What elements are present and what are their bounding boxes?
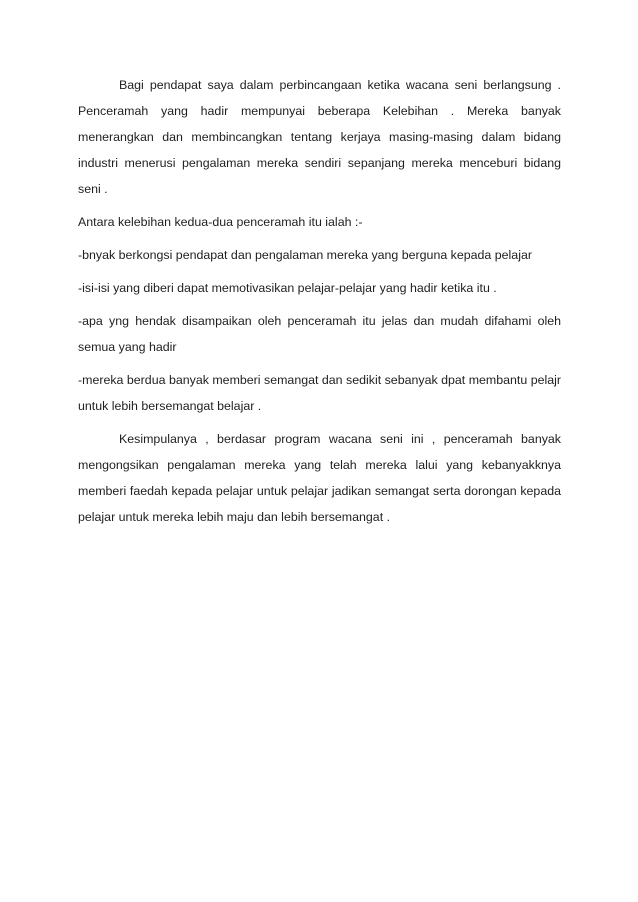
paragraph-conclusion: Kesimpulanya , berdasar program wacana seni ini , penceramah banyak mengongsikan pengalaman mereka yang telah mereka lalui yang kebanyakknya memberi faedah kepada pelajar untuk pelajar jadikan semangat serta dorongan kepada pelajar untuk mereka lebih maju dan lebih bersemangat . bbox=[78, 432, 561, 524]
list-item-motivation: -isi-isi yang diberi dapat memotivasikan pelajar-pelajar yang hadir ketika itu . bbox=[78, 281, 497, 295]
paragraph-list-intro: Antara kelebihan kedua-dua penceramah itu ialah :- bbox=[78, 215, 363, 229]
list-item-sharing: -bnyak berkongsi pendapat dan pengalaman mereka yang berguna kepada pelajar bbox=[78, 248, 532, 262]
list-item-encouragement: -mereka berdua banyak memberi semangat dan sedikit sebanyak dpat membantu pelajr untuk lebih bersemangat belajar . bbox=[78, 373, 561, 413]
list-item-clarity: -apa yng hendak disampaikan oleh penceramah itu jelas dan mudah difahami oleh semua yang hadir bbox=[78, 314, 561, 354]
paragraph-introduction: Bagi pendapat saya dalam perbincangaan ketika wacana seni berlangsung . Penceramah yang hadir mempunyai beberapa Kelebihan . Mereka banyak menerangkan dan membincangkan tentang kerjaya masing-masing dalam bidang industri menerusi pengalaman mereka sendiri sepanjang mereka menceburi bidang seni . bbox=[78, 78, 561, 196]
document-body bbox=[78, 72, 561, 537]
